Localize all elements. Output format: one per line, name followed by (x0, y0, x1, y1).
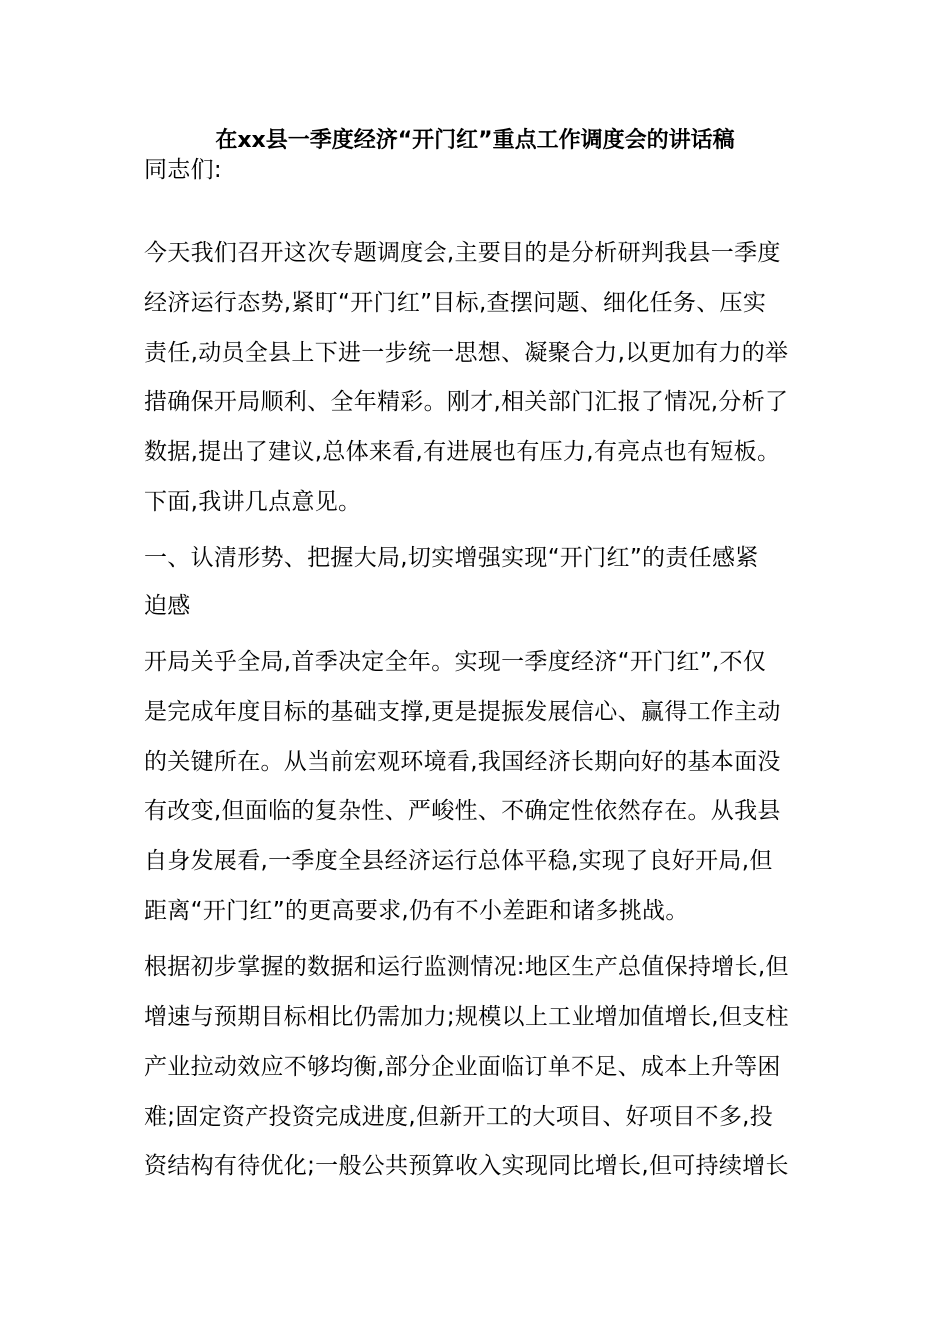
body-text-line: 措确保开局顺利、全年精彩。刚才,相关部门汇报了情况,分析了 (144, 389, 789, 415)
body-text-line: 的关键所在。从当前宏观环境看,我国经济长期向好的基本面没 (144, 749, 781, 775)
document-title: 在xx县一季度经济“开门红”重点工作调度会的讲话稿 (215, 128, 735, 153)
body-text-line: 自身发展看,一季度全县经济运行总体平稳,实现了良好开局,但 (144, 848, 773, 874)
body-text-line: 距离“开门红”的更高要求,仍有不小差距和诸多挑战。 (144, 898, 689, 924)
body-text-line: 下面,我讲几点意见。 (144, 489, 362, 515)
body-text-line: 有改变,但面临的复杂性、严峻性、不确定性依然存在。从我县 (144, 798, 781, 824)
body-text-line: 今天我们召开这次专题调度会,主要目的是分析研判我县一季度 (144, 240, 781, 266)
body-text-line: 资结构有待优化;一般公共预算收入实现同比增长,但可持续增长 (144, 1153, 789, 1179)
body-text-line: 难;固定资产投资完成进度,但新开工的大项目、好项目不多,投 (144, 1104, 774, 1130)
body-text-line: 产业拉动效应不够均衡,部分企业面临订单不足、成本上升等困 (144, 1054, 781, 1080)
body-text-line: 责任,动员全县上下进一步统一思想、凝聚合力,以更加有力的举 (144, 340, 789, 366)
body-text-line: 迫感 (144, 593, 191, 619)
body-text-line: 一、认清形势、把握大局,切实增强实现“开门红”的责任感紧 (144, 545, 759, 571)
body-text-line: 经济运行态势,紧盯“开门红”目标,查摆问题、细化任务、压实 (144, 290, 767, 316)
body-text-line: 增速与预期目标相比仍需加力;规模以上工业增加值增长,但支柱 (144, 1004, 789, 1030)
salutation: 同志们: (144, 157, 222, 183)
body-text-line: 根据初步掌握的数据和运行监测情况:地区生产总值保持增长,但 (144, 954, 789, 980)
body-text-line: 是完成年度目标的基础支撑,更是提振发展信心、赢得工作主动 (144, 699, 781, 725)
body-text-line: 开局关乎全局,首季决定全年。实现一季度经济“开门红”,不仅 (144, 649, 767, 675)
body-text-line: 数据,提出了建议,总体来看,有进展也有压力,有亮点也有短板。 (144, 439, 781, 465)
